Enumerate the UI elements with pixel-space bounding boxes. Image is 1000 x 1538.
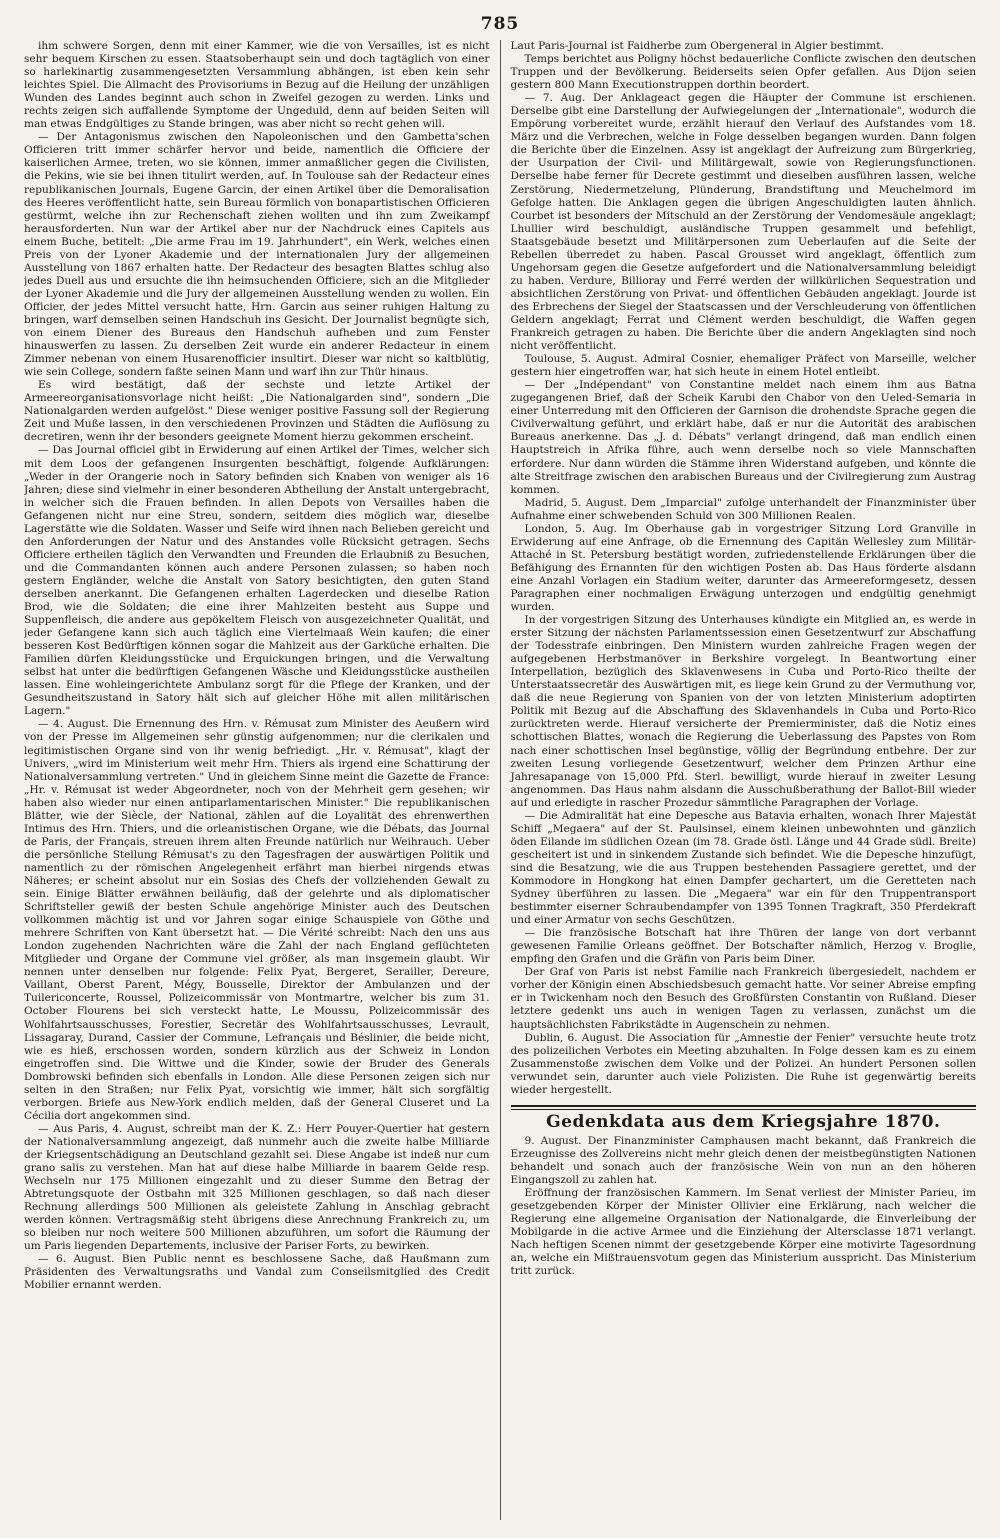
- article-paragraph: Laut Paris-Journal ist Faidherbe zum Obergeneral in Algier bestimmt.: [510, 40, 884, 52]
- article-paragraph: Madrid, 5. August. Dem „Imparcial" zufolge unterhandelt der Finanzminister über Aufnahme einer schwebenden Schuld von 300 Millionen Realen.: [510, 496, 976, 522]
- article-paragraph: Der Graf von Paris ist nebst Familie nach Frankreich übergesiedelt, nachdem er vorher der Königin einen Abschiedsbesuch gemacht hatte. Vor seiner Abreise empfing er in Twickenham noch den Besuch des Großfürsten Constantin von Rußland. Dieser letztere gedenkt uns auch in wenigen Tagen zu verlassen, zunächst um die hauptsächlichsten Fabrikstädte in Augenschein zu nehmen.: [510, 966, 976, 1031]
- right-column-articles: [511, 40, 977, 1097]
- article-paragraph: Temps berichtet aus Poligny höchst bedauerliche Conflicte zwischen den deutschen Truppen und der Bevölkerung. Beiderseits seien Opfer gefallen. Aus Dijon seien gestern 800 Mann Executionstruppen dorthin beordert.: [510, 53, 976, 92]
- gedenkdata-section: [511, 1135, 977, 1279]
- article-paragraph: 9. August. Der Finanzminister Camphausen macht bekannt, daß Frankreich die Erzeugnisse des Zollvereins nicht mehr gleich denen der meistbegünstigten Nationen behandelt und sonach auch der französische Wein von nun an den höheren Eingangszoll zu zahlen hat.: [510, 1134, 976, 1186]
- article-paragraph: — 7. Aug. Der Anklageact gegen die Häupter der Commune ist erschienen. Derselbe gibt eine Darstellung der Aufwiegelungen der „Internationale", wodurch die Empörung vorbereitet wurde, erzählt hierauf den Verlauf des Aufstandes vom 18. März und die Verbrechen, welche in Folge desselben begangen wurden. Dann folgen die Berichte über die Einzelnen. Assy ist angeklagt der Aufreizung zum Bürgerkrieg, der Usurpation der Civil- und Militärgewalt, sowie von Regierungsfunctionen. Derselbe habe ferner für Decrete gestimmt und dieselben ausführen lassen, welche Zerstörung, Niedermetzelung, Plünderung, Brandstiftung und Meuchelmord im Gefolge hatten. Die Anklagen gegen die übrigen Angeschuldigten lauten ähnlich. Courbet ist besonders der Mitschuld an der Zerstörung der Vendomesäule angeklagt; Lhullier wird beschuldigt, ausländische Truppen gesammelt und befehligt, Staatsgebäude besetzt und Militärpersonen zum Ueberlaufen auf die Seite der Rebellen überredet zu haben. Pascal Grousset wird angeklagt, öffentlich zum Ungehorsam gegen die Gesetze aufgefordert und die Nationalversammlung beleidigt zu haben. Verdure, Billioray und Ferré werden der willkürlichen Sequestration und absichtlichen Zerstörung von Privat- und öffentlichen Gebäuden angeklagt. Jourde ist des Erbrechens der Siegel der Staatscassen und der Verschleuderung von öffentlichen Geldern angeklagt; Ferrat und Clément werden beschuldigt, die Waffen gegen Frankreich getragen zu haben. Die Berichte über die andern Angeklagten sind noch nicht veröffentlicht.: [510, 92, 976, 353]
- right-column: [500, 40, 977, 1520]
- article-paragraph: — Die französische Botschaft hat ihre Thüren der lange von dort verbannt gewesenen Familie Orleans geöffnet. Der Botschafter nämlich, Herzog v. Broglie, empfing den Grafen und die Gräfin von Paris beim Diner.: [510, 927, 976, 966]
- article-paragraph: — Das Journal officiel gibt in Erwiderung auf einen Artikel der Times, welcher sich mit dem Loos der gefangenen Insurgenten beschäftigt, folgende Aufklärungen: „Weder in der Orangerie noch in Satory befinden sich Knaben von weniger als 16 Jahren; diese sind vielmehr in einer besonderen Abtheilung der Anstalt untergebracht, in welcher sich die Frauen befinden. In allen Depots von Versailles haben die Gefangenen nicht nur eine Streu, sondern, seitdem dies möglich war, dieselbe Lagerstätte wie die Soldaten. Wasser und Seife wird ihnen nach Belieben gereicht und den Anforderungen der Natur und des Anstandes volle Rücksicht getragen. Sechs Officiere ertheilen täglich den Verwandten und Freunden die Erlaubniß zu Besuchen, und die Commandanten können auch andere Personen zulassen; so haben noch gestern Engländer, welche die Anstalt von Satory besichtigten, den guten Stand derselben anerkannt. Die Gefangenen erhalten Lagerdecken und dieselbe Ration Brod, wie die Soldaten; die eine ihrer Mahlzeiten besteht aus Suppe und Suppenfleisch, die andere aus gepökeltem Fleisch von ausgezeichneter Qualität, und jeder Gefangene kann sich auch täglich eine Viertelmaaß Wein kaufen; die einer besseren Kost Bedürftigen können sogar die Mahlzeit aus der Garküche erhalten. Die Familien dürfen Kleidungsstücke und Erquickungen bringen, und die Verwaltung selbst hat unter die bedürftigen Gefangenen Wäsche und Kleidungsstücke austheilen lassen. Eine wohleingerichtete Ambulanz sorgt für die Pflege der Kranken, und der Gesundheitszustand in Satory hält sich auf gleicher Höhe mit allen militärischen Lagern.": [24, 444, 490, 718]
- article-paragraph: ihm schwere Sorgen, denn mit einer Kammer, wie die von Versailles, ist es nicht sehr bequem Kirschen zu essen. Staatsoberhaupt sein und doch tagtäglich von einer so harlekinartig zusammengesetzten Versammlung abhängen, ist eben kein sehr leichtes Spiel. Die Allmacht des Provisoriums in Bezug auf die Heilung der unzähligen Wunden des Landes beginnt auch schon in Zweifel gezogen zu werden. Links und rechts zeigen sich auffallende Symptome der Ungeduld, denn auf beiden Seiten will man etwas Endgültiges zu Stande bringen, was aber nicht so recht gehen will.: [24, 40, 490, 131]
- article-paragraph: — 6. August. Bien Public nennt es beschlossene Sache, daß Haußmann zum Präsidenten des Verwaltungsraths und Vandal zum Conseilsmitglied des Credit Mobilier ernannt werden.: [24, 1253, 490, 1292]
- article-paragraph: — Die Admiralität hat eine Depesche aus Batavia erhalten, wonach Ihrer Majestät Schiff „Megaera" auf der St. Paulsinsel, einem kleinen unbewohnten und gänzlich öden Eilande im südlichen Ozean (im 78. Grade östl. Länge und 44 Grade südl. Breite) gescheitert ist und in sinkendem Zustande sich befindet. Wie die Depesche hinzufügt, sind die Besatzung, wie die aus Truppen bestehenden Passagiere gerettet, und der Kommodore in Hongkong hat einen Dampfer gechartert, um die Geretteten nach Sydney überführen zu lassen. Die „Megaera" war ein für den Truppentransport bestimmter eiserner Schraubendampfer von 1395 Tonnen Tragkraft, 350 Pferdekraft und einer Armatur von sechs Geschützen.: [510, 809, 976, 927]
- article-paragraph: — Der Antagonismus zwischen den Napoleonischen und den Gambetta'schen Officieren tritt immer schärfer hervor und beide, namentlich die Officiere der kaiserlichen Armee, treten, wo sie können, immer anmaßlicher gegen die Civilisten, die Pekins, wie sie bei ihnen titulirt werden, auf. In Toulouse sah der Redacteur eines republikanischen Journals, Eugene Garcin, der einen Artikel über die Demoralisation des Heeres veröffentlicht hatte, sein Bureau förmlich von bonapartistischen Officieren gestürmt, welche ihn zur Rechenschaft ziehen wollten und ihn zum Zweikampf herausforderten. Nun war der Artikel aber nur der Nachdruck eines Capitels aus einem Buche, betitelt: „Die arme Frau im 19. Jahrhundert", ein Werk, welches einen Preis von der Lyoner Akademie und der internationalen Jury der allgemeinen Ausstellung von 1867 erhalten hatte. Der Redacteur des besagten Blattes schlug also jedes Duell aus und ersuchte die ihn heimsuchenden Officiere, sich an die Mitglieder der Lyoner Akademie und die Jury der allgemeinen Ausstellung wenden zu wollen. Ein Officier, der jedes Mittel versucht hatte, Hrn. Garcin aus seiner ruhigen Haltung zu bringen, warf demselben seinen Handschuh ins Gesicht. Der Journalist begnügte sich, von einem Diener des Bureaus den Handschuh aufheben und zum Fenster hinauswerfen zu lassen. Zu derselben Zeit wurde ein anderer Redacteur in einem Zimmer nebenan von einem Husarenofficier insultirt. Dieser war nicht so kaltblütig, wie sein College, sondern faßte seinen Mann und warf ihn zur Thür hinaus.: [24, 131, 490, 379]
- left-column: [24, 40, 500, 1520]
- article-paragraph: Dublin, 6. August. Die Association für „Amnestie der Fenier" versuchte heute trotz des polizeilichen Verbotes ein Meeting abzuhalten. In Folge dessen kam es zu einem Zusammenstoße zwischen dem Volke und der Polizei. An hundert Personen sollen verwundet sein, darunter auch viele Polizisten. Die Ruhe ist gegenwärtig bereits wieder hergestellt.: [510, 1031, 976, 1096]
- article-paragraph: — Der „Indépendant" von Constantine meldet nach einem ihm aus Batna zugegangenen Brief, daß der Scheik Karubi den Chabor von den Ueled-Semaria in einer Unterredung mit den Officieren der Garnison die drohendste Sprache gegen die Civilverwaltung geführt, und erklärt habe, daß er nur die Autorität des arabischen Bureaus anerkenne. Das „J. d. Débats" verlangt dringend, daß man endlich einen Hauptstreich in Afrika führe, auch wenn derselbe noch so viele Mannschaften erfordere. Nur dann würden die Stämme ihren Widerstand aufgeben, und könnte die alte Streitfrage zwischen den arabischen Bureaus und der Civilregierung zum Austrag kommen.: [510, 379, 976, 496]
- article-paragraph: Toulouse, 5. August. Admiral Cosnier, ehemaliger Präfect von Marseille, welcher gestern hier eingetroffen war, hat sich heute in einem Hotel entleibt.: [510, 353, 976, 379]
- gedenkdata-heading: Gedenkdata aus dem Kriegsjahre 1870.: [546, 1111, 941, 1132]
- article-paragraph: In der vorgestrigen Sitzung des Unterhauses kündigte ein Mitglied an, es werde in erster Sitzung der nächsten Parlamentssession einen Gesetzentwurf zur Abschaffung der Todesstrafe einbringen. Den Ministern wurden zahlreiche Fragen wegen der aufgegebenen Herbstmanöver in Berkshire vorgelegt. In Beantwortung einer Interpellation, bezüglich des Sklavenwesens in Cuba und Porto-Rico theilte der Unterstaatssecretär des Auswärtigen mit, es liege kein Grund zu der Vermuthung vor, daß die neue Regierung von Spanien von der von letzten Ministerium adoptirten Politik mit Bezug auf die Abschaffung des Sklavenhandels in Cuba und Porto-Rico zurücktreten werde. Hierauf versicherte der Premierminister, daß die Notiz eines schottischen Blattes, wonach die Regierung die Ueberlassung des Papstes von Rom nach einer schottischen Insel begünstige, völlig der Begründung entbehre. Der zur zweiten Lesung vorliegende Gesetzentwurf, welcher dem Prinzen Arthur eine Jahresapanage von 15,000 Pfd. Sterl. bewilligt, wurde hierauf in zweiter Lesung angenommen. Das Haus nahm alsdann die Ausschußberathung der Ballot-Bill wieder auf und erledigte in rascher Prozedur sämmtliche Paragraphen der Vorlage.: [510, 614, 976, 809]
- columns: [24, 40, 976, 1520]
- article-paragraph: — 4. August. Die Ernennung des Hrn. v. Rémusat zum Minister des Aeußern wird von der Presse im Allgemeinen sehr günstig aufgenommen; nur die clerikalen und legitimistischen Organe sind von ihr wenig befriedigt. „Hr. v. Rémusat", klagt der Univers, „wird im Ministerium weit mehr Hrn. Thiers als irgend eine Schattirung der Nationalversammlung vertreten." Und in gleichem Sinne meint die Gazette de France: „Hr. v. Rémusat ist weder Abgeordneter, noch von der Mehrheit gern gesehen; wir haben also wieder nur einen antiparlamentarischen Minister." Die republikanischen Blätter, wie der Siècle, der National, zählen auf die Loyalität des ehrenwerthen Intimus des Hrn. Thiers, und die orleanistischen Organe, wie die Débats, das Journal de Paris, der Français, streuen ihrem alten Freunde natürlich nur Weihrauch. Ueber die persönliche Stellung Rémusat's zu den Tagesfragen der auswärtigen Politik und namentlich zu der römischen Angelegenheit erfährt man hierbei nirgends etwas Näheres; er scheint absolut nur ein Sosias des Chefs der vollziehenden Gewalt zu sein. Einige Blätter erwähnen beiläufig, daß der gelehrte und als diplomatischer Schriftsteller gewiß der besten Schule angehörige Minister auch des Deutschen vollkommen mächtig ist und vor Jahren sogar einige Schauspiele von Göthe und mehrere Schriften von Kant übersetzt hat. — Die Vérité schreibt: Nach den uns aus London zugehenden Nachrichten wäre die Zahl der nach England geflüchteten Mitglieder und Organe der Commune viel größer, als man insgemein glaubt. Wir nennen unter denselben nur folgende: Felix Pyat, Bergeret, Serailler, Dereure, Vaillant, Oberst Parent, Mégy, Bousselle, Direktor der Ambulanzen und der Tuilericoncerte, Roussel, Polizeicommissär von Montmartre, welcher bis zum 31. October Flourens bei sich versteckt hatte, Le Moussu, Polizeicommissär des Wohlfahrtsausschusses, Forestier, Secretär des Wohlfahrtsausschusses, Levrault, Lissagaray, Durand, Cassier der Commune, Lefrançais und Béslinier, die beide nicht, wie es hieß, erschossen worden, sondern kürzlich aus der Schweiz in London eingetroffen sind. Die Wittwe und die Kinder, sowie der Bruder des Generals Dombrowski befinden sich ebenfalls in London. Alle diese Personen zeigen sich nur selten in den Straßen; nur Felix Pyat, vorsichtig wie immer, hält sich sorgfältig verborgen. Briefe aus New-York endlich melden, daß der General Cluseret und La Cécilia dort angekommen sind.: [24, 718, 490, 1122]
- section-divider: [511, 1105, 977, 1110]
- page-number: 785: [480, 14, 520, 34]
- article-paragraph: Eröffnung der französischen Kammern. Im Senat verliest der Minister Parieu, im gesetzgebenden Körper der Minister Ollivier eine Erklärung, nach welcher die Regierung eine allgemeine Organisation der Nationalgarde, die Einverleibung der Mobilgarde in die active Armee und die Einziehung der Altersclasse 1871 verlangt. Nach heftigen Scenen nimmt der gesetzgebende Körper eine motivirte Tagesordnung an, welche ein Mißtrauensvotum gegen das Ministerium ausspricht. Das Ministerium tritt zurück.: [510, 1187, 976, 1278]
- article-paragraph: Es wird bestätigt, daß der sechste und letzte Artikel der Armeereorganisationsvorlage nicht heißt: „Die Nationalgarden sind", sondern „Die Nationalgarden werden aufgelöst." Diese weniger positive Fassung soll der Regierung Zeit und Muße lassen, in den verschiedenen Provinzen und Städten die Auflösung zu decretiren, wenn ihr der besonders geeignete Moment hierzu gekommen erscheint.: [24, 379, 490, 444]
- article-paragraph: — Aus Paris, 4. August, schreibt man der K. Z.: Herr Pouyer-Quertier hat gestern der Nationalversammlung angezeigt, daß nunmehr auch die zweite halbe Milliarde der Kriegsentschädigung an Deutschland gezahlt sei. Diese Angabe ist indeß nur cum grano salis zu verstehen. Man hat auf diese halbe Milliarde in baarem Gelde resp. Wechseln nur 175 Millionen eingezahlt und zu dieser Summe den Betrag der Abtretungsquote der Ostbahn mit 325 Millionen geschlagen, so daß nach dieser Rechnung allerdings 500 Millionen als geleistete Zahlung in Anschlag gebracht werden können. Vertragsmäßig steht übrigens diese Anrechnung Frankreich zu, um so bleiben nur noch weitere 500 Millionen abzuführen, um sofort die Räumung der um Paris liegenden Departements, inclusive der Pariser Forts, zu bewirken.: [24, 1122, 490, 1253]
- article-paragraph: London, 5. Aug. Im Oberhause gab in vorgestriger Sitzung Lord Granville in Erwiderung auf eine Anfrage, ob die Ernennung des Capitän Wellesley zum Militär-Attaché in St. Petersburg bestätigt worden, zufriedenstellende Erklärungen über die Befähigung des Ernannten für den wichtigen Posten ab. Das Haus förderte alsdann eine Anzahl Vorlagen ein Stadium weiter, darunter das Armeereformgesetz, dessen Paragraphen einer nochmaligen Erwägung unterzogen und endgültig genehmigt wurden.: [510, 522, 976, 614]
